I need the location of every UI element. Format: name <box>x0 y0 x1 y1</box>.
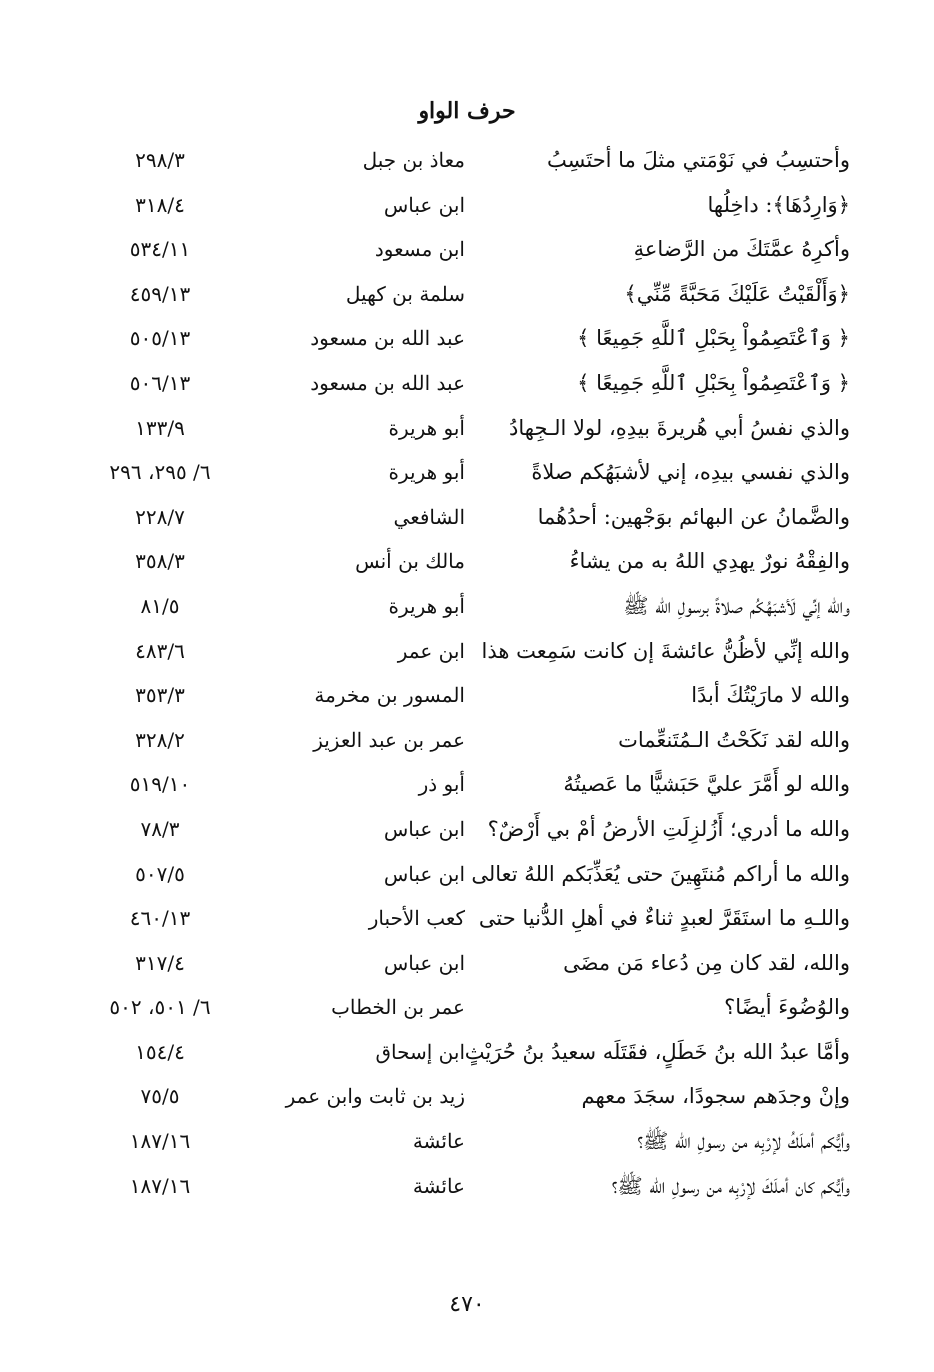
quote-text: وأيُّكم أملَكُ لإرْبِه من رسولِ الله ﷺ؟ <box>637 1129 850 1154</box>
volume-page-reference: ٢٩٨/٣ <box>135 148 185 172</box>
narrator-name: ابن عباس <box>383 861 465 886</box>
narrator-name: الشافعي <box>393 504 465 529</box>
volume-page-reference: ١٨٧/١٦ <box>129 1129 191 1154</box>
quote-text: ﴿ وَٱعْتَصِمُواْ بِحَبْلِ ٱللَّهِ جَمِيعًا ﴾ <box>577 326 850 351</box>
index-row <box>90 1030 850 1075</box>
narrator-name: عبد الله بن مسعود <box>310 326 465 351</box>
narrator-name: ابن عباس <box>383 950 465 975</box>
volume-page-reference: ١٣٣/٩ <box>135 415 185 440</box>
index-row <box>90 941 850 986</box>
quote-text: والله لو أَمَّرَ عليَّ حَبَشيًّا ما عَصيتُهُ <box>563 772 850 797</box>
volume-page-reference: ٧٨/٣ <box>140 816 180 841</box>
volume-page-reference: ٥٠٥/١٣ <box>129 326 191 351</box>
volume-page-reference: ٣١٨/٤ <box>135 192 185 217</box>
narrator-name: أبو ذر <box>418 772 465 797</box>
volume-page-reference: ١٨٧/١٦ <box>129 1173 191 1198</box>
index-row <box>90 673 850 718</box>
index-row <box>90 629 850 674</box>
volume-page-reference: ٦/ ٥٠١، ٥٠٢ <box>109 995 211 1020</box>
narrator-name: زيد بن ثابت وابن عمر <box>285 1084 465 1109</box>
narrator-name: المسور بن مخرمة <box>314 683 465 708</box>
quote-text: والله ما أدري؛ أَزُلزِلَتِ الأرضُ أمْ بي أَرْضٌ؟ <box>487 816 850 841</box>
index-row <box>90 406 850 451</box>
narrator-name: ابن مسعود <box>374 237 465 262</box>
volume-page-reference: ٥٣٤/١١ <box>129 237 191 262</box>
index-row <box>90 985 850 1030</box>
quote-text: والله لقد نَكَحْتُ الـمُتَنعِّمات <box>618 727 850 752</box>
index-row <box>90 1119 850 1164</box>
narrator-name: معاذ بن جبل <box>362 148 465 172</box>
quote-text: وإنْ وجدَهم سجودًا، سجَدَ معهم <box>581 1084 850 1109</box>
index-row <box>90 718 850 763</box>
volume-page-reference: ٤٥٩/١٣ <box>129 281 191 306</box>
quote-text: والله، لقد كان مِن دُعاء مَن مضَى <box>563 950 850 975</box>
narrator-name: ابن إسحاق <box>375 1039 465 1064</box>
quote-text: والله لا مارَيْتُكَ أبدًا <box>691 683 850 708</box>
quote-text: وأحتسِبُ في نَوْمَتي مثلَ ما أحتَسِبُ <box>547 148 850 172</box>
volume-page-reference: ٥٠٧/٥ <box>135 861 185 886</box>
volume-page-reference: ٣٢٨/٢ <box>135 727 185 752</box>
narrator-name: مالك بن أنس <box>355 549 465 574</box>
narrator-name: عبد الله بن مسعود <box>310 370 465 395</box>
volume-page-reference: ٤٦٠/١٣ <box>129 906 191 931</box>
index-table <box>90 138 850 1208</box>
volume-page-reference: ٤٨٣/٦ <box>135 638 185 663</box>
index-row <box>90 1074 850 1119</box>
index-row <box>90 227 850 272</box>
index-row <box>90 1164 850 1209</box>
index-row <box>90 495 850 540</box>
quote-text: وأمَّا عبدُ الله بنُ خَطَلٍ، فقَتَلَه سعيدُ بنُ حُرَيْثٍ <box>464 1039 850 1064</box>
narrator-name: ابن عباس <box>383 816 465 841</box>
narrator-name: عائشة <box>412 1129 465 1154</box>
volume-page-reference: ٧٥/٥ <box>140 1084 180 1109</box>
volume-page-reference: ٦/ ٢٩٥، ٢٩٦ <box>109 460 211 485</box>
quote-text: والضَّمانُ عن البهائم بوَجْهين: أحدُهُما <box>537 504 850 529</box>
index-row <box>90 361 850 406</box>
index-row <box>90 183 850 228</box>
index-row <box>90 852 850 897</box>
volume-page-reference: ٥١٩/١٠ <box>129 772 191 797</box>
volume-page-reference: ١٥٤/٤ <box>135 1039 185 1064</box>
narrator-name: أبو هريرة <box>388 460 465 485</box>
index-row <box>90 450 850 495</box>
index-row <box>90 762 850 807</box>
page-number: ٤٧٠ <box>449 1292 485 1317</box>
quote-text: والذي نفسُ أبي هُريرةَ بيدِهِ، لولا الـجِهادُ <box>509 415 850 440</box>
quote-text: والذي نفسي بيدِه، إني لأشبَهُكم صلاةً <box>531 460 850 485</box>
volume-page-reference: ٥٠٦/١٣ <box>129 370 191 395</box>
index-row <box>90 539 850 584</box>
volume-page-reference: ٣٥٨/٣ <box>135 549 185 574</box>
index-row <box>90 272 850 317</box>
index-row <box>90 584 850 629</box>
quote-text: والله ما أراكم مُنتَهِينَ حتى يُعَذِّبَكم اللهُ تعالى <box>471 861 850 886</box>
volume-page-reference: ٣١٧/٤ <box>135 950 185 975</box>
quote-text: والفِقْهُ نورٌ يهدِي اللهُ به من يشاءُ <box>569 549 850 574</box>
narrator-name: عمر بن عبد العزيز <box>313 727 465 752</box>
narrator-name: كعب الأحبار <box>368 906 465 931</box>
narrator-name: أبو هريرة <box>388 593 465 618</box>
narrator-name: عمر بن الخطاب <box>331 995 465 1020</box>
quote-text: ﴿ وَٱعْتَصِمُواْ بِحَبْلِ ٱللَّهِ جَمِيعًا ﴾ <box>577 370 850 395</box>
quote-text: والله إنِّي لأظُنُّ عائشةَ إن كانت سَمِعت هذا <box>481 638 850 663</box>
section-heading: حرف الواو <box>418 98 516 124</box>
index-row <box>90 316 850 361</box>
quote-text: واللـهِ ما استَقَرَّ لعبدٍ ثناءٌ في أهلِ الدُّنيا حتى <box>478 906 850 931</box>
narrator-name: سلمة بن كهيل <box>345 281 465 306</box>
volume-page-reference: ٢٢٨/٧ <box>135 504 185 529</box>
narrator-name: ابن عباس <box>383 192 465 217</box>
quote-text: وأيُّكم كان أملَكَ لإرْبِه من رسولِ الله ﷺ؟ <box>611 1173 850 1198</box>
quote-text: وأكرِهُ عمَّتَكَ من الرَّضاعةِ <box>633 237 850 262</box>
narrator-name: ابن عمر <box>397 638 465 663</box>
quote-text: ﴿وَارِدُهَا﴾: داخِلُها <box>707 192 850 217</box>
narrator-name: عائشة <box>412 1173 465 1198</box>
index-row <box>90 807 850 852</box>
narrator-name: أبو هريرة <box>388 415 465 440</box>
quote-text: والوُضُوءَ أيضًا؟ <box>724 995 850 1020</box>
index-row <box>90 138 850 183</box>
volume-page-reference: ٣٥٣/٣ <box>135 683 185 708</box>
quote-text: والله إنِّي لَأشبَهُكُم صلاةً برسولِ الله ﷺ <box>623 593 850 618</box>
quote-text: ﴿وَأَلْقَيْتُ عَلَيْكَ مَحَبَّةً مِّنِّي﴾ <box>624 281 850 306</box>
index-row <box>90 896 850 941</box>
volume-page-reference: ٨١/٥ <box>140 593 180 618</box>
